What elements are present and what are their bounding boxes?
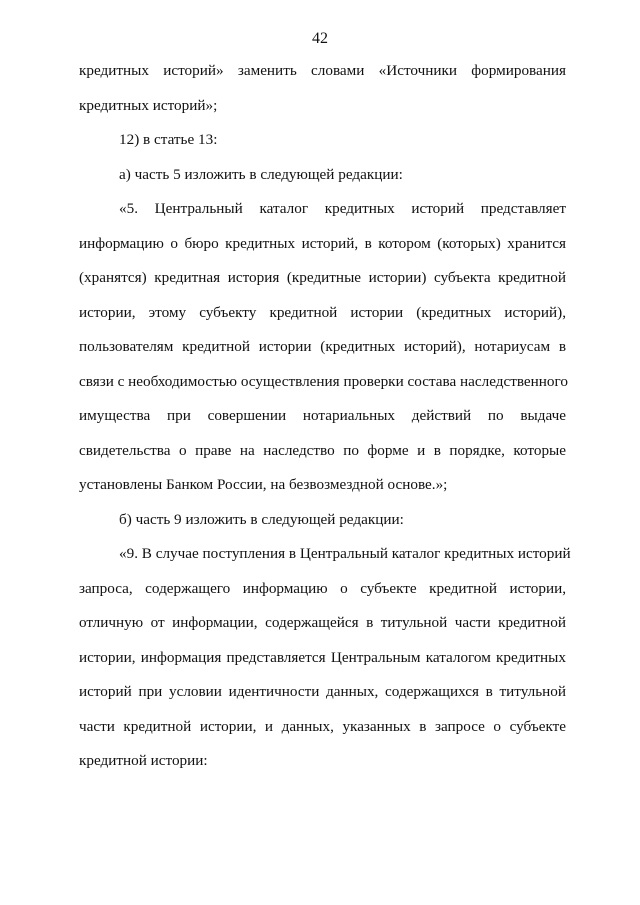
paragraph-subitem-b — [79, 503, 566, 538]
text-line: истории, информация представляется Центральным каталогом кредитных — [79, 648, 566, 666]
text-line: установлены Банком России, на безвозмездной основе.»; — [79, 476, 448, 493]
text-line: пользователям кредитной истории (кредитных историй), нотариусам в — [79, 338, 566, 355]
text-line: связи с необходимостью осуществления проверки состава наследственного — [79, 372, 568, 390]
text-line: кредитных историй»; — [79, 96, 218, 114]
paragraph-part-9-text — [79, 537, 571, 779]
text-line: запроса, содержащего информацию о субъекте кредитной истории, — [79, 579, 566, 597]
paragraph-part-5-text — [79, 192, 566, 503]
text-line: истории, этому субъекту кредитной истории (кредитных историй), — [79, 303, 566, 321]
paragraph-item-12 — [79, 123, 566, 158]
paragraph-subitem-a — [79, 158, 566, 193]
text-line: информацию о бюро кредитных историй, в котором (которых) хранится — [79, 234, 566, 252]
text-line: историй при условии идентичности данных, содержащихся в титульной — [79, 683, 566, 700]
text-line: б) часть 9 изложить в следующей редакции: — [119, 510, 404, 528]
paragraph-continuation — [79, 54, 566, 123]
text-line: имущества при совершении нотариальных действий по выдаче — [79, 407, 566, 424]
text-line: «9. В случае поступления в Центральный каталог кредитных историй — [119, 545, 571, 562]
text-line: «5. Центральный каталог кредитных историй представляет — [119, 200, 566, 217]
text-line: а) часть 5 изложить в следующей редакции: — [119, 165, 403, 183]
text-line: кредитной истории: — [79, 752, 208, 769]
text-line: свидетельства о праве на наследство по форме и в порядке, которые — [79, 441, 566, 459]
text-line: отличную от информации, содержащейся в титульной части кредитной — [79, 614, 566, 631]
page-number: 42 — [312, 30, 328, 47]
text-line: (хранятся) кредитная история (кредитные истории) субъекта кредитной — [79, 269, 566, 286]
text-line: 12) в статье 13: — [119, 131, 218, 148]
document-body — [79, 54, 571, 779]
text-line: части кредитной истории, и данных, указанных в запросе о субъекте — [79, 717, 566, 735]
text-line: кредитных историй» заменить словами «Источники формирования — [79, 62, 566, 79]
